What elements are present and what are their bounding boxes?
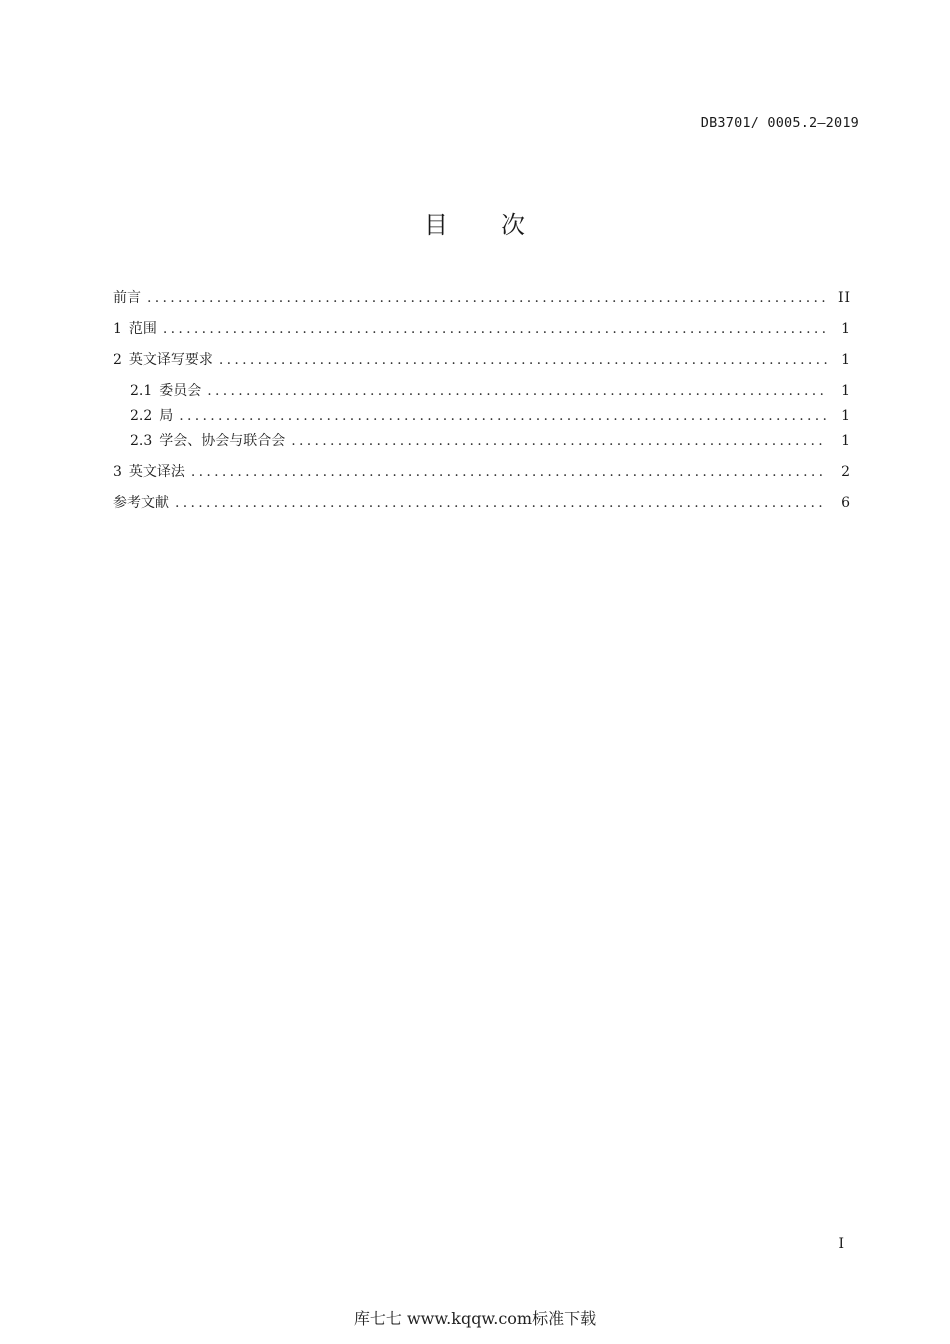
toc-entry-page: 1: [841, 408, 851, 424]
toc-entry-number: 2.2: [130, 408, 153, 424]
toc-leader-dots: [291, 431, 827, 452]
toc-leader-dots: [219, 350, 827, 371]
toc-entry-references[interactable]: [113, 493, 851, 514]
toc-entry-scope[interactable]: [113, 319, 851, 340]
toc-entry-label: 参考文献: [113, 495, 169, 511]
toc-leader-dots: [175, 493, 827, 514]
toc-entry-label: 英文译法: [128, 464, 185, 480]
toc-entry-number: 2.1: [130, 383, 153, 399]
watermark-text: 库七七 www.kqqw.com标准下载: [353, 1309, 597, 1328]
toc-leader-dots: [207, 381, 827, 402]
toc-entry-label: 局: [159, 408, 174, 424]
toc-entry-page: 6: [841, 495, 851, 511]
document-code: DB3701/ 0005.2—2019: [700, 115, 859, 131]
toc-entry-page: 1: [841, 383, 851, 399]
toc-entry-committee[interactable]: [113, 381, 851, 402]
toc-entry-societies[interactable]: [113, 431, 851, 452]
toc-entry-foreword[interactable]: [113, 288, 851, 309]
toc-leader-dots: [179, 406, 827, 427]
toc-entry-page: II: [837, 290, 851, 306]
toc-entry-label: 英文译写要求: [128, 352, 213, 368]
toc-entry-number: 3: [113, 464, 122, 480]
toc-entry-bureau[interactable]: [113, 406, 851, 427]
title-char-1: 目: [424, 211, 449, 239]
toc-leader-dots: [147, 288, 827, 309]
title-char-2: 次: [501, 211, 526, 239]
toc-leader-dots: [163, 319, 827, 340]
toc-entry-label: 委员会: [159, 383, 202, 399]
toc-leader-dots: [191, 462, 827, 483]
toc-entry-page: 1: [841, 433, 851, 449]
toc-entry-page: 1: [841, 321, 851, 337]
toc-entry-number: 2: [113, 352, 122, 368]
toc-entry-page: 2: [841, 464, 851, 480]
table-of-contents: [113, 288, 851, 514]
page-title: [0, 205, 950, 240]
toc-entry-label: 学会、协会与联合会: [159, 433, 286, 449]
toc-entry-page: 1: [841, 352, 851, 368]
toc-entry-label: 范围: [128, 321, 157, 337]
toc-entry-number: 2.3: [130, 433, 153, 449]
page-number: I: [838, 1236, 844, 1252]
toc-entry-translation-requirements[interactable]: [113, 350, 851, 371]
toc-entry-number: 1: [113, 321, 122, 337]
toc-entry-translation-methods[interactable]: [113, 462, 851, 483]
toc-entry-label: 前言: [113, 290, 141, 306]
